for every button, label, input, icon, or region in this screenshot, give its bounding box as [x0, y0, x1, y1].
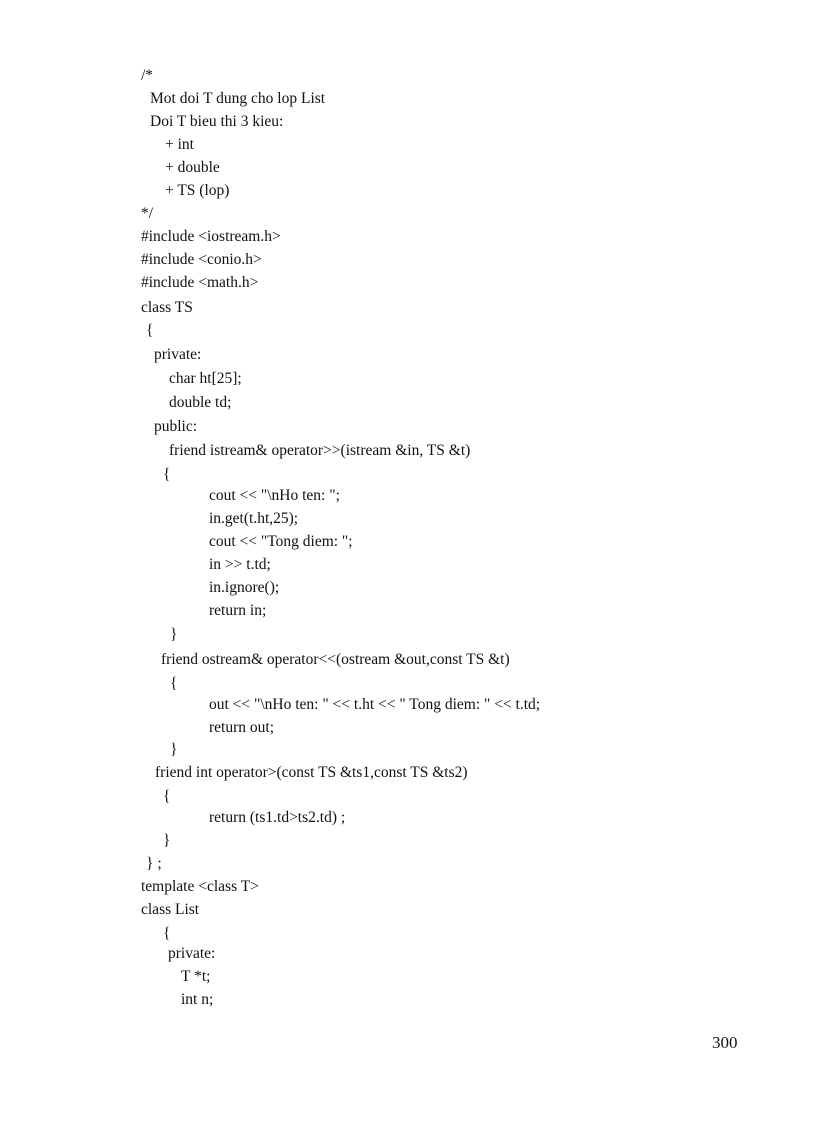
code-line: {: [146, 322, 154, 339]
code-line: in >> t.td;: [209, 556, 271, 573]
code-line: friend ostream& operator<<(ostream &out,const TS &t): [161, 651, 510, 668]
code-line: return (ts1.td>ts2.td) ;: [209, 809, 346, 826]
code-line: public:: [154, 418, 198, 435]
code-line: template <class T>: [141, 878, 259, 895]
code-line: double td;: [169, 394, 232, 411]
code-line: class List: [141, 901, 200, 918]
code-line: }: [163, 832, 171, 849]
code-line: Doi T bieu thi 3 kieu:: [150, 113, 284, 130]
code-line: int n;: [181, 991, 214, 1008]
code-line: #include <iostream.h>: [141, 228, 281, 245]
code-line: in.ignore();: [209, 579, 280, 596]
code-line: #include <conio.h>: [141, 251, 262, 268]
code-line: }: [170, 626, 178, 643]
code-line: friend istream& operator>>(istream &in, TS &t): [169, 442, 471, 459]
code-line: return in;: [209, 602, 267, 619]
code-line: }: [170, 741, 178, 758]
code-line: */: [141, 205, 154, 222]
code-line: cout << "\nHo ten: ";: [209, 487, 340, 504]
code-line: {: [163, 788, 171, 805]
code-line: /*: [141, 67, 154, 84]
code-line: private:: [154, 346, 202, 363]
code-line: char ht[25];: [169, 370, 242, 387]
code-line: } ;: [146, 855, 162, 872]
code-line: + int: [165, 136, 194, 153]
code-line: out << "\nHo ten: " << t.ht << " Tong diem: " << t.td;: [209, 696, 541, 713]
code-line: T *t;: [181, 968, 211, 985]
code-line: friend int operator>(const TS &ts1,const TS &ts2): [155, 764, 468, 781]
page-number: 300: [712, 1033, 738, 1052]
code-line: {: [163, 466, 171, 483]
code-line: private:: [168, 945, 216, 962]
code-line: Mot doi T dung cho lop List: [150, 90, 326, 107]
code-line: cout << "Tong diem: ";: [209, 533, 353, 550]
code-line: + TS (lop): [165, 182, 230, 199]
code-line: {: [170, 675, 178, 692]
code-line: {: [163, 925, 171, 942]
code-line: class TS: [141, 299, 193, 316]
code-line: #include <math.h>: [141, 274, 259, 291]
code-line: return out;: [209, 719, 274, 736]
code-line: in.get(t.ht,25);: [209, 510, 299, 527]
code-line: + double: [165, 159, 220, 176]
